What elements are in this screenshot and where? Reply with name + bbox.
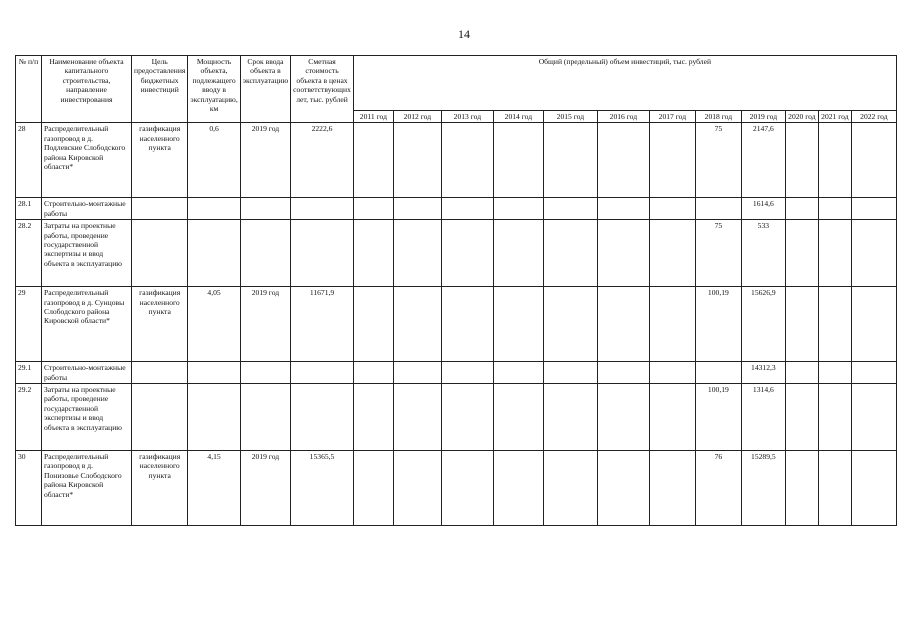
row-term: 2019 год — [240, 287, 290, 362]
row-num: 29.1 — [16, 362, 42, 384]
row-name: Строительно-монтажные работы — [42, 362, 132, 384]
row-2019: 1314,6 — [741, 384, 785, 451]
year-header: 2022 год — [851, 111, 896, 123]
row-2019: 1614,6 — [741, 198, 785, 220]
row-2018: 76 — [695, 451, 741, 526]
row-2018: 100,19 — [695, 287, 741, 362]
table-row — [16, 362, 897, 384]
row-2018: 100,19 — [695, 384, 741, 451]
table-row — [16, 198, 897, 220]
row-term: 2019 год — [240, 451, 290, 526]
table-row — [16, 451, 897, 526]
year-header: 2014 год — [493, 111, 543, 123]
row-cost: 15365,5 — [291, 451, 354, 526]
investment-table — [15, 55, 897, 526]
table-row — [16, 220, 897, 287]
row-capacity: 4,15 — [188, 451, 240, 526]
row-capacity: 0,6 — [188, 123, 240, 198]
row-num: 29 — [16, 287, 42, 362]
table-row — [16, 123, 897, 198]
header-name: Наименование объекта капитального строительства, направление инвестирования — [42, 56, 132, 123]
year-header: 2019 год — [741, 111, 785, 123]
year-header: 2011 год — [353, 111, 393, 123]
row-num: 28.2 — [16, 220, 42, 287]
row-2019: 15289,5 — [741, 451, 785, 526]
header-purpose: Цель предоставления бюджетных инвестиций — [132, 56, 188, 123]
header-cost: Сметная стоимость объекта в ценах соответствующих лет, тыс. рублей — [291, 56, 354, 123]
row-2019: 533 — [741, 220, 785, 287]
row-name: Затраты на проектные работы, проведение государственной экспертизы и ввод объекта в эксплуатацию — [42, 384, 132, 451]
page-number: 14 — [458, 27, 470, 41]
row-2019: 14312,3 — [741, 362, 785, 384]
header-row — [16, 56, 897, 111]
row-2018: 75 — [695, 123, 741, 198]
row-name: Затраты на проектные работы, проведение государственной экспертизы и ввод объекта в эксплуатацию — [42, 220, 132, 287]
table-row — [16, 287, 897, 362]
row-2018: 75 — [695, 220, 741, 287]
header-volume: Общий (предельный) объем инвестиций, тыс. рублей — [353, 56, 896, 111]
row-2019: 15626,9 — [741, 287, 785, 362]
year-header: 2017 год — [649, 111, 695, 123]
row-name: Распределительный газопровод в д. Сунцовы Слободского района Кировской области* — [42, 287, 132, 362]
row-2019: 2147,6 — [741, 123, 785, 198]
table-row — [16, 384, 897, 451]
row-2018 — [695, 198, 741, 220]
header-num: № п/п — [16, 56, 42, 123]
row-name: Распределительный газопровод в д. Подлевские Слободского района Кировской области* — [42, 123, 132, 198]
year-header: 2016 год — [597, 111, 649, 123]
year-header: 2021 год — [818, 111, 851, 123]
row-num: 28.1 — [16, 198, 42, 220]
row-2018 — [695, 362, 741, 384]
row-purpose: газификация населенного пункта — [132, 123, 188, 198]
row-name: Строительно-монтажные работы — [42, 198, 132, 220]
row-purpose: газификация населенного пункта — [132, 451, 188, 526]
header-term: Срок ввода объекта в эксплуатацию — [240, 56, 290, 123]
year-header: 2012 год — [393, 111, 441, 123]
row-term: 2019 год — [240, 123, 290, 198]
year-header: 2018 год — [695, 111, 741, 123]
row-num: 28 — [16, 123, 42, 198]
row-name: Распределительный газопровод в д. Понизовье Слободского района Кировской области* — [42, 451, 132, 526]
row-purpose: газификация населенного пункта — [132, 287, 188, 362]
row-cost: 11671,9 — [291, 287, 354, 362]
row-num: 30 — [16, 451, 42, 526]
year-header: 2015 год — [543, 111, 597, 123]
row-capacity: 4,05 — [188, 287, 240, 362]
year-header: 2013 год — [441, 111, 493, 123]
row-num: 29.2 — [16, 384, 42, 451]
row-cost: 2222,6 — [291, 123, 354, 198]
header-capacity: Мощность объекта, подлежащего вводу в эксплуатацию, км — [188, 56, 240, 123]
year-header: 2020 год — [785, 111, 818, 123]
